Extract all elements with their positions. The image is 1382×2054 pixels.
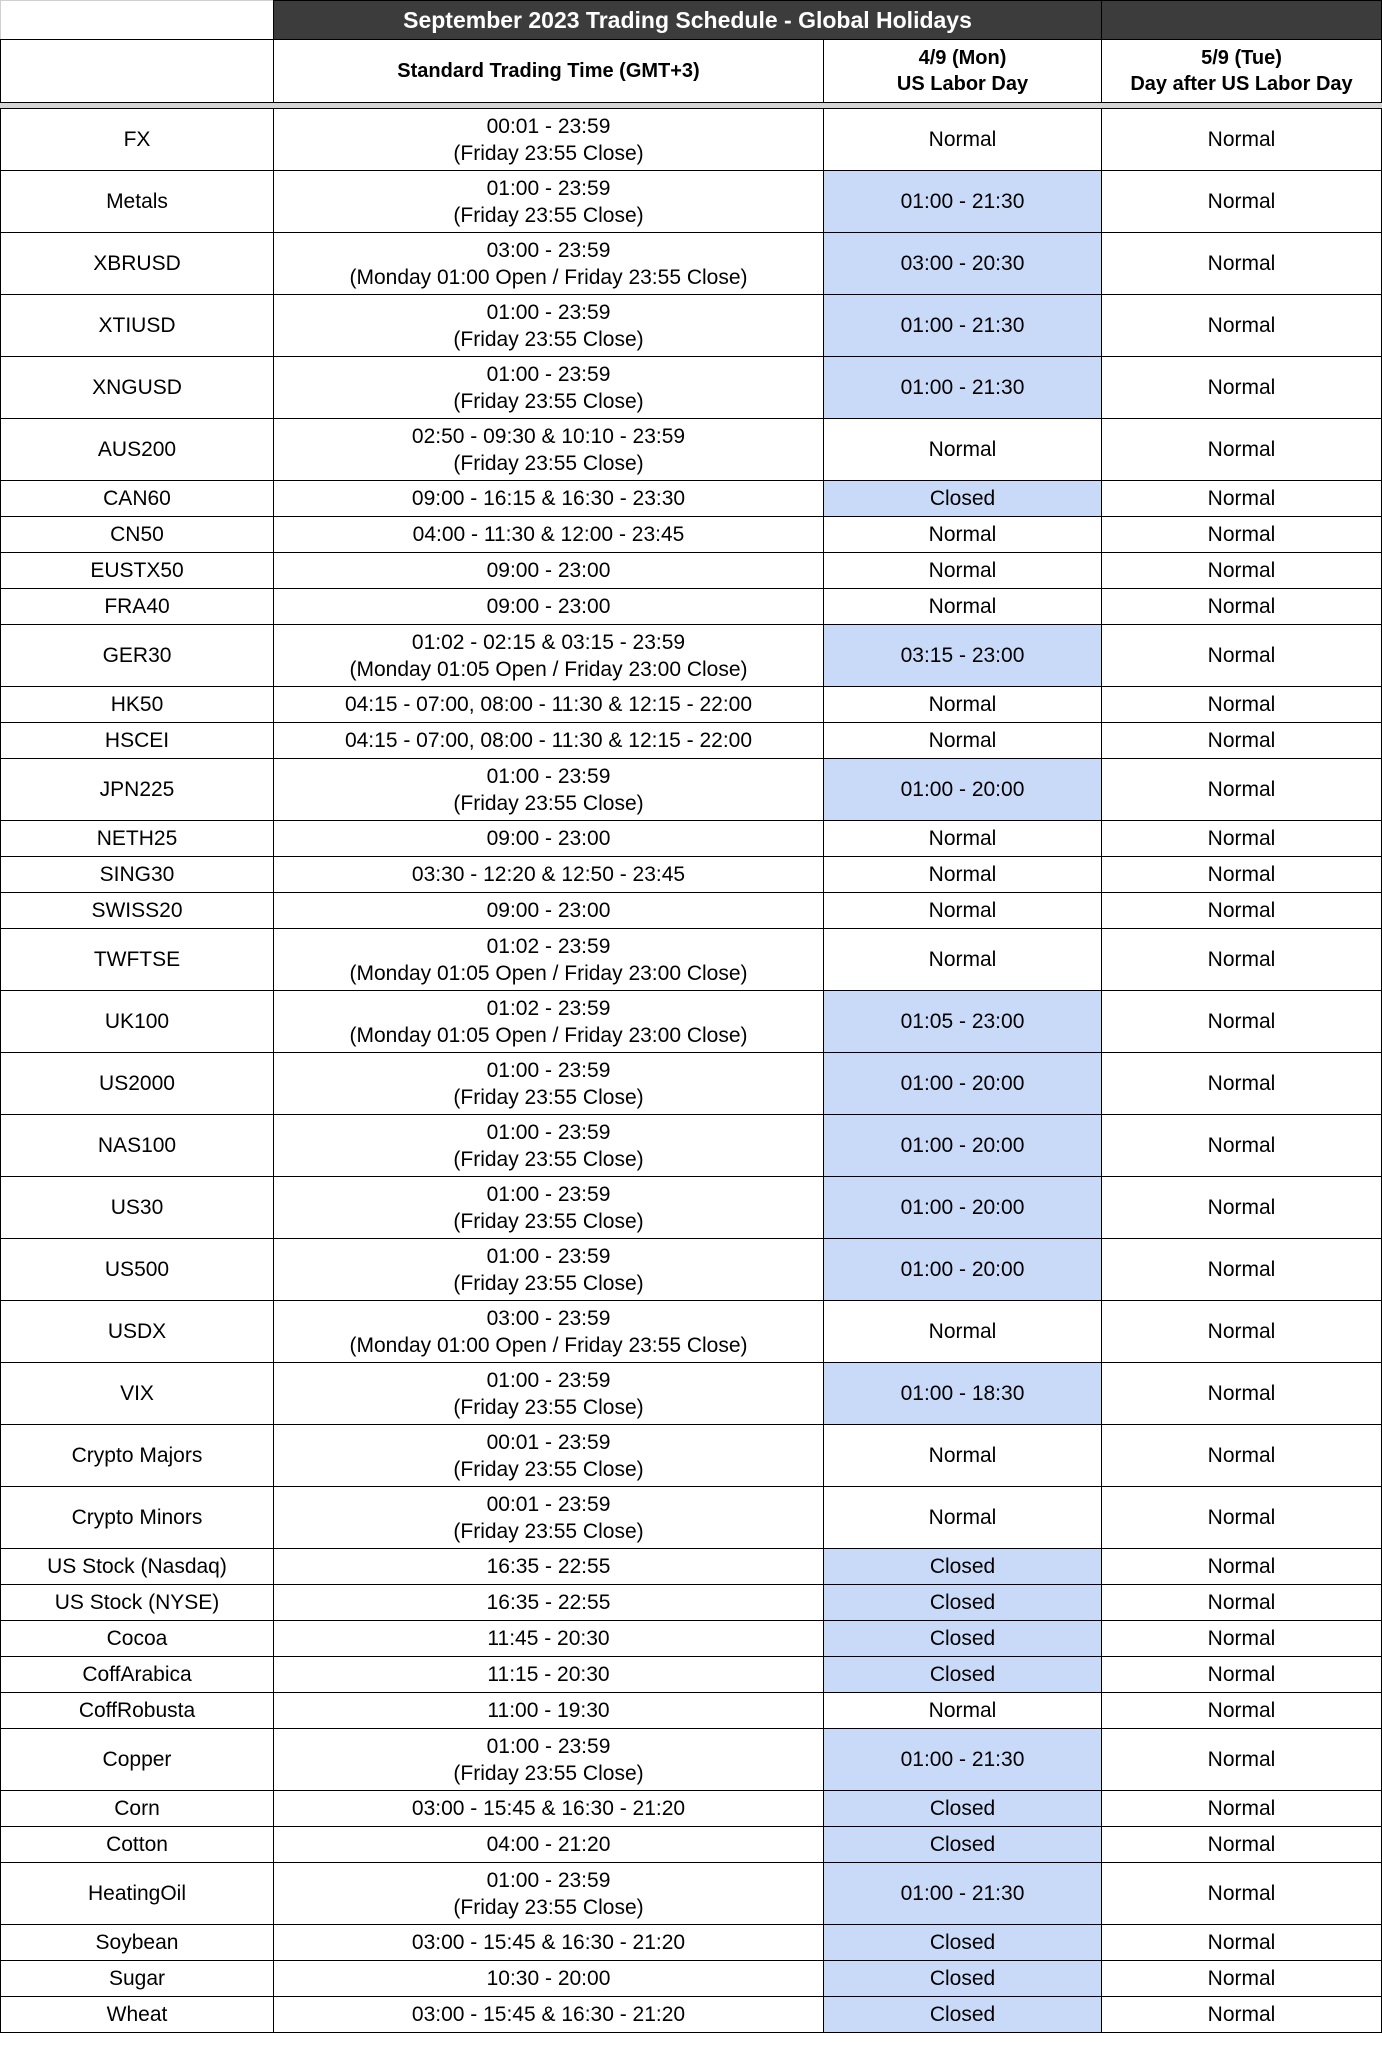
standard-time-hours: 03:00 - 15:45 & 16:30 - 21:20 [411,2003,686,2026]
day1-status: 01:00 - 21:30 [824,1863,1102,1925]
instrument-name: XTIUSD [1,295,274,357]
header-day1-name: US Labor Day [896,73,1029,95]
table-row [1,517,1382,553]
day1-status: Normal [824,553,1102,589]
day2-status: Normal [1102,1961,1382,1997]
standard-time-cell [274,1549,824,1585]
standard-time-cell [274,1239,824,1301]
standard-time-note: (Monday 01:05 Open / Friday 23:00 Close) [349,657,748,681]
standard-time-cell [274,1053,824,1115]
standard-time-cell [274,1997,824,2033]
header-day1 [824,40,1102,103]
standard-time-cell [274,589,824,625]
standard-time-hours: 01:02 - 23:59 [486,996,611,1020]
instrument-name: Copper [1,1729,274,1791]
day1-status: 01:00 - 18:30 [824,1363,1102,1425]
day2-status: Normal [1102,1425,1382,1487]
table-row [1,171,1382,233]
day1-status: Closed [824,1925,1102,1961]
day2-status: Normal [1102,109,1382,171]
table-title: September 2023 Trading Schedule - Global Holidays [274,1,1102,40]
day2-status: Normal [1102,1729,1382,1791]
standard-time-hours: 01:00 - 23:59 [486,1868,611,1892]
standard-time-hours: 04:00 - 11:30 & 12:00 - 23:45 [412,523,685,546]
standard-time-cell [274,517,824,553]
day2-status: Normal [1102,1053,1382,1115]
table-row [1,929,1382,991]
table-row [1,1053,1382,1115]
table-row [1,1827,1382,1863]
standard-time-hours: 04:15 - 07:00, 08:00 - 11:30 & 12:15 - 22:00 [344,693,753,716]
table-row [1,991,1382,1053]
corner-cell [1,1,274,40]
table-row [1,1693,1382,1729]
day1-status: Normal [824,1487,1102,1549]
day2-status: Normal [1102,1693,1382,1729]
day1-status: 01:05 - 23:00 [824,991,1102,1053]
header-instrument [1,40,274,103]
table-row [1,821,1382,857]
day1-status: Normal [824,589,1102,625]
instrument-name: USDX [1,1301,274,1363]
standard-time-hours: 16:35 - 22:55 [486,1555,611,1578]
day1-status: Normal [824,821,1102,857]
standard-time-note: (Friday 23:55 Close) [453,1209,644,1233]
day1-status: Closed [824,1549,1102,1585]
table-row [1,1363,1382,1425]
standard-time-hours: 01:00 - 23:59 [486,300,611,324]
day1-status: 01:00 - 21:30 [824,295,1102,357]
standard-time-note: (Friday 23:55 Close) [453,1761,644,1785]
table-row [1,1301,1382,1363]
standard-time-cell [274,1363,824,1425]
standard-time-cell [274,1585,824,1621]
instrument-name: GER30 [1,625,274,687]
standard-time-hours: 01:00 - 23:59 [486,362,611,386]
instrument-name: Corn [1,1791,274,1827]
standard-time-cell [274,1487,824,1549]
instrument-name: Soybean [1,1925,274,1961]
standard-time-hours: 09:00 - 23:00 [486,899,611,922]
standard-time-cell [274,233,824,295]
instrument-name: CN50 [1,517,274,553]
standard-time-hours: 03:00 - 23:59 [486,238,611,262]
standard-time-hours: 01:00 - 23:59 [486,1244,611,1268]
standard-time-note: (Friday 23:55 Close) [453,327,644,351]
table-row [1,1487,1382,1549]
table-row [1,1863,1382,1925]
table-row [1,1239,1382,1301]
standard-time-hours: 09:00 - 23:00 [486,559,611,582]
day2-status: Normal [1102,821,1382,857]
day1-status: Closed [824,1961,1102,1997]
instrument-name: CAN60 [1,481,274,517]
day1-status: Closed [824,1791,1102,1827]
day1-status: 03:15 - 23:00 [824,625,1102,687]
table-row [1,723,1382,759]
table-row [1,589,1382,625]
standard-time-cell [274,723,824,759]
table-row [1,295,1382,357]
day2-status: Normal [1102,1997,1382,2033]
standard-time-hours: 01:00 - 23:59 [486,764,611,788]
standard-time-note: (Friday 23:55 Close) [453,451,644,475]
standard-time-cell [274,991,824,1053]
standard-time-note: (Friday 23:55 Close) [453,203,644,227]
header-day2-date: 5/9 (Tue) [1201,47,1282,69]
standard-time-hours: 01:02 - 23:59 [486,934,611,958]
instrument-name: SING30 [1,857,274,893]
table-row [1,1961,1382,1997]
standard-time-cell [274,295,824,357]
day2-status: Normal [1102,233,1382,295]
day1-status: Normal [824,517,1102,553]
standard-time-hours: 01:00 - 23:59 [486,1182,611,1206]
standard-time-hours: 16:35 - 22:55 [486,1591,611,1614]
day2-status: Normal [1102,929,1382,991]
table-row [1,109,1382,171]
table-row [1,1425,1382,1487]
standard-time-note: (Friday 23:55 Close) [453,389,644,413]
day2-status: Normal [1102,171,1382,233]
day2-status: Normal [1102,1301,1382,1363]
standard-time-hours: 01:00 - 23:59 [486,176,611,200]
day1-status: Normal [824,929,1102,991]
day1-status: 01:00 - 21:30 [824,1729,1102,1791]
instrument-name: CoffRobusta [1,1693,274,1729]
standard-time-hours: 03:00 - 15:45 & 16:30 - 21:20 [411,1931,686,1954]
instrument-name: NETH25 [1,821,274,857]
standard-time-hours: 09:00 - 16:15 & 16:30 - 23:30 [411,487,686,510]
standard-time-note: (Monday 01:05 Open / Friday 23:00 Close) [349,1023,748,1047]
day1-status: 01:00 - 20:00 [824,1177,1102,1239]
instrument-name: Crypto Minors [1,1487,274,1549]
day2-status: Normal [1102,419,1382,481]
table-row [1,857,1382,893]
day2-status: Normal [1102,481,1382,517]
standard-time-hours: 01:00 - 23:59 [486,1368,611,1392]
standard-time-cell [274,1301,824,1363]
table-row [1,419,1382,481]
day2-status: Normal [1102,625,1382,687]
standard-time-note: (Friday 23:55 Close) [453,1457,644,1481]
table-row [1,1997,1382,2033]
standard-time-cell [274,1621,824,1657]
table-row [1,1585,1382,1621]
table-row [1,553,1382,589]
standard-time-cell [274,481,824,517]
standard-time-cell [274,759,824,821]
standard-time-hours: 02:50 - 09:30 & 10:10 - 23:59 [411,424,686,448]
standard-time-note: (Monday 01:00 Open / Friday 23:55 Close) [349,265,748,289]
instrument-name: US500 [1,1239,274,1301]
table-row [1,481,1382,517]
standard-time-cell [274,625,824,687]
standard-time-cell [274,171,824,233]
day1-status: Normal [824,419,1102,481]
day1-status: Normal [824,1301,1102,1363]
table-row [1,1925,1382,1961]
day1-status: Normal [824,687,1102,723]
table-row [1,625,1382,687]
standard-time-hours: 00:01 - 23:59 [486,1492,611,1516]
table-row [1,1621,1382,1657]
instrument-name: EUSTX50 [1,553,274,589]
instrument-name: FRA40 [1,589,274,625]
instrument-name: AUS200 [1,419,274,481]
table-row [1,687,1382,723]
standard-time-cell [274,357,824,419]
table-row [1,357,1382,419]
day2-status: Normal [1102,357,1382,419]
title-filler-cell [1102,1,1382,40]
day1-status: 01:00 - 21:30 [824,357,1102,419]
instrument-name: US2000 [1,1053,274,1115]
day2-status: Normal [1102,1115,1382,1177]
day2-status: Normal [1102,1791,1382,1827]
title-row [1,1,1382,40]
day1-status: 01:00 - 20:00 [824,1053,1102,1115]
day1-status: Closed [824,1657,1102,1693]
table-row [1,759,1382,821]
standard-time-hours: 01:00 - 23:59 [486,1120,611,1144]
day1-status: Normal [824,1693,1102,1729]
table-row [1,1657,1382,1693]
standard-time-cell [274,109,824,171]
standard-time-cell [274,1693,824,1729]
instrument-name: Crypto Majors [1,1425,274,1487]
instrument-name: JPN225 [1,759,274,821]
day2-status: Normal [1102,1585,1382,1621]
header-row [1,40,1382,103]
standard-time-cell [274,1177,824,1239]
day2-status: Normal [1102,687,1382,723]
instrument-name: NAS100 [1,1115,274,1177]
standard-time-cell [274,419,824,481]
day1-status: 01:00 - 20:00 [824,1115,1102,1177]
instrument-name: Cotton [1,1827,274,1863]
header-day2 [1102,40,1382,103]
standard-time-hours: 03:00 - 23:59 [486,1306,611,1330]
instrument-name: Cocoa [1,1621,274,1657]
table-row [1,1549,1382,1585]
day1-status: 01:00 - 21:30 [824,171,1102,233]
day1-status: Closed [824,1827,1102,1863]
standard-time-hours: 11:00 - 19:30 [487,1699,610,1722]
instrument-name: US Stock (Nasdaq) [1,1549,274,1585]
day2-status: Normal [1102,517,1382,553]
standard-time-note: (Friday 23:55 Close) [453,1895,644,1919]
standard-time-cell [274,1115,824,1177]
day2-status: Normal [1102,991,1382,1053]
day2-status: Normal [1102,1621,1382,1657]
day1-status: Closed [824,481,1102,517]
standard-time-note: (Friday 23:55 Close) [453,791,644,815]
instrument-name: US30 [1,1177,274,1239]
day2-status: Normal [1102,1549,1382,1585]
day2-status: Normal [1102,1239,1382,1301]
standard-time-note: (Friday 23:55 Close) [453,1271,644,1295]
standard-time-note: (Friday 23:55 Close) [453,1519,644,1543]
standard-time-hours: 01:02 - 02:15 & 03:15 - 23:59 [411,630,686,654]
table-row [1,1729,1382,1791]
standard-time-hours: 00:01 - 23:59 [486,114,611,138]
day2-status: Normal [1102,857,1382,893]
header-standard-time: Standard Trading Time (GMT+3) [274,40,824,103]
standard-time-cell [274,1425,824,1487]
standard-time-cell [274,1729,824,1791]
day2-status: Normal [1102,1177,1382,1239]
day1-status: 01:00 - 20:00 [824,1239,1102,1301]
standard-time-cell [274,553,824,589]
day1-status: Closed [824,1997,1102,2033]
standard-time-cell [274,893,824,929]
table-row [1,1791,1382,1827]
standard-time-hours: 04:00 - 21:20 [486,1833,611,1856]
standard-time-hours: 03:00 - 15:45 & 16:30 - 21:20 [411,1797,686,1820]
standard-time-note: (Friday 23:55 Close) [453,1147,644,1171]
day2-status: Normal [1102,553,1382,589]
instrument-name: US Stock (NYSE) [1,1585,274,1621]
day1-status: Normal [824,893,1102,929]
day2-status: Normal [1102,893,1382,929]
standard-time-hours: 03:30 - 12:20 & 12:50 - 23:45 [411,863,686,886]
table-row [1,1177,1382,1239]
day1-status: 01:00 - 20:00 [824,759,1102,821]
standard-time-hours: 01:00 - 23:59 [486,1058,611,1082]
table-row [1,233,1382,295]
standard-time-cell [274,1925,824,1961]
standard-time-hours: 11:45 - 20:30 [487,1627,610,1650]
day2-status: Normal [1102,1487,1382,1549]
instrument-name: FX [1,109,274,171]
day1-status: 03:00 - 20:30 [824,233,1102,295]
standard-time-hours: 09:00 - 23:00 [486,595,611,618]
day2-status: Normal [1102,759,1382,821]
day1-status: Normal [824,857,1102,893]
standard-time-hours: 04:15 - 07:00, 08:00 - 11:30 & 12:15 - 22:00 [344,729,753,752]
standard-time-note: (Monday 01:00 Open / Friday 23:55 Close) [349,1333,748,1357]
day1-status: Closed [824,1621,1102,1657]
instrument-name: Metals [1,171,274,233]
day1-status: Closed [824,1585,1102,1621]
instrument-name: TWFTSE [1,929,274,991]
day2-status: Normal [1102,295,1382,357]
instrument-name: Wheat [1,1997,274,2033]
day2-status: Normal [1102,1925,1382,1961]
standard-time-cell [274,1961,824,1997]
standard-time-cell [274,1827,824,1863]
day2-status: Normal [1102,589,1382,625]
header-day1-date: 4/9 (Mon) [918,47,1007,69]
standard-time-hours: 10:30 - 20:00 [486,1967,611,1990]
instrument-name: XBRUSD [1,233,274,295]
instrument-name: CoffArabica [1,1657,274,1693]
instrument-name: SWISS20 [1,893,274,929]
standard-time-note: (Friday 23:55 Close) [453,1085,644,1109]
standard-time-note: (Friday 23:55 Close) [453,141,644,165]
day1-status: Normal [824,1425,1102,1487]
day1-status: Normal [824,723,1102,759]
instrument-name: XNGUSD [1,357,274,419]
standard-time-cell [274,1657,824,1693]
day2-status: Normal [1102,1657,1382,1693]
standard-time-cell [274,1791,824,1827]
instrument-name: HeatingOil [1,1863,274,1925]
standard-time-cell [274,821,824,857]
standard-time-hours: 11:15 - 20:30 [487,1663,610,1686]
table-row [1,1115,1382,1177]
standard-time-hours: 00:01 - 23:59 [486,1430,611,1454]
standard-time-note: (Friday 23:55 Close) [453,1395,644,1419]
instrument-name: Sugar [1,1961,274,1997]
standard-time-cell [274,929,824,991]
standard-time-cell [274,687,824,723]
standard-time-hours: 09:00 - 23:00 [486,827,611,850]
day2-status: Normal [1102,1827,1382,1863]
day2-status: Normal [1102,723,1382,759]
instrument-name: HSCEI [1,723,274,759]
day2-status: Normal [1102,1363,1382,1425]
instrument-name: UK100 [1,991,274,1053]
instrument-name: VIX [1,1363,274,1425]
standard-time-hours: 01:00 - 23:59 [486,1734,611,1758]
standard-time-note: (Monday 01:05 Open / Friday 23:00 Close) [349,961,748,985]
header-day2-name: Day after US Labor Day [1130,73,1353,95]
day1-status: Normal [824,109,1102,171]
instrument-name: HK50 [1,687,274,723]
table-row [1,893,1382,929]
standard-time-cell [274,857,824,893]
standard-time-cell [274,1863,824,1925]
day2-status: Normal [1102,1863,1382,1925]
